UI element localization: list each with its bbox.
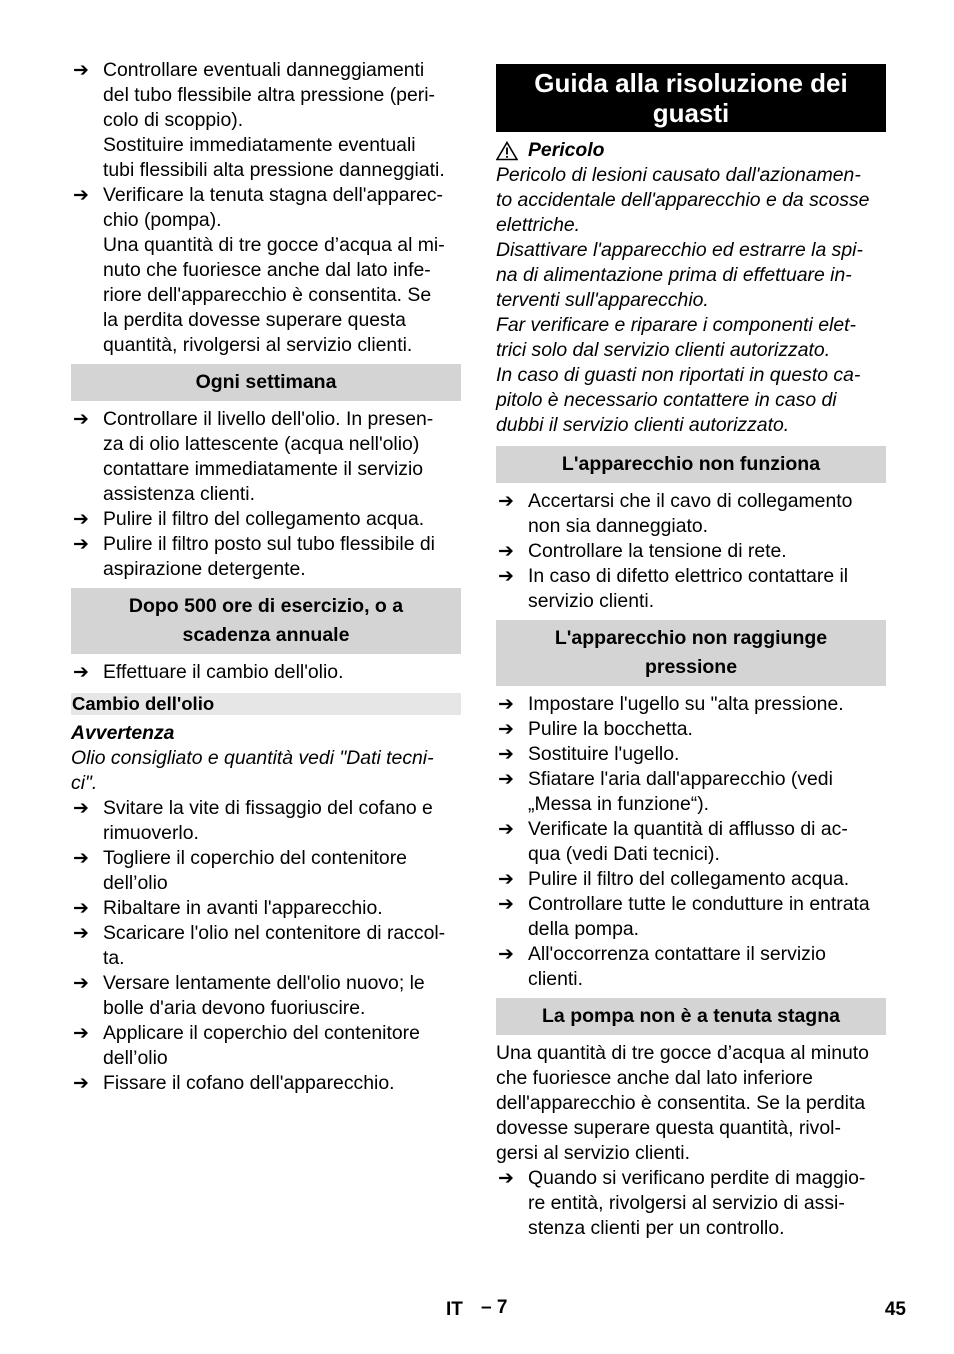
list-item (71, 971, 461, 1021)
list-item (496, 767, 886, 817)
heading-line: Dopo 500 ore di esercizio, o a (128, 595, 404, 617)
section-heading-no-pressure (496, 620, 886, 686)
arrow-right-icon: ➔ (498, 719, 514, 740)
arrow-right-icon: ➔ (498, 491, 514, 512)
text-line: dovesse superare questa quantità, rivol- (496, 1117, 841, 1139)
arrow-right-icon: ➔ (498, 769, 514, 790)
text-line: Pulire il filtro del collegamento acqua. (528, 868, 850, 890)
text-line: Sostituire l'ugello. (528, 743, 680, 765)
page-title (496, 64, 886, 132)
arrow-right-icon: ➔ (498, 869, 514, 890)
text-line: stenza clienti per un controllo. (528, 1217, 785, 1239)
list-item (496, 692, 886, 717)
list-item (496, 942, 886, 992)
arrow-right-icon: ➔ (73, 662, 89, 683)
text-line: Effettuare il cambio dell'olio. (103, 661, 344, 683)
heading-line: scadenza annuale (182, 624, 350, 646)
text-line: bolle d'aria devono fuoriuscire. (103, 997, 366, 1019)
section-heading-annual (71, 588, 461, 654)
leak-text (496, 1041, 886, 1166)
text-line: Svitare la vite di fissaggio del cofano e (103, 797, 433, 819)
arrow-right-icon: ➔ (73, 923, 89, 944)
text-line: terventi sull'apparecchio. (496, 289, 709, 311)
text-line: Pulire la bocchetta. (528, 718, 693, 740)
text-line: Controllare eventuali danneggiamenti (103, 59, 425, 81)
text-line: quantità, rivolgersi al servizio clienti. (103, 334, 413, 356)
list-item (496, 867, 886, 892)
text-line: Una quantità di tre gocce d’acqua al minuto (496, 1042, 869, 1064)
warning-triangle-icon (496, 141, 518, 161)
list-item (496, 489, 886, 539)
text-line: contattare immediatamente il servizio (103, 458, 424, 480)
text-line: rimuoverlo. (103, 822, 199, 844)
text-line: Pulire il filtro posto sul tubo flessibile di (103, 533, 435, 555)
text-line: All'occorrenza contattare il servizio (528, 943, 826, 965)
list-item (496, 817, 886, 867)
text-line: re entità, rivolgersi al servizio di assi- (528, 1192, 845, 1214)
text-line: Accertarsi che il cavo di collegamento (528, 490, 853, 512)
danger-text (496, 163, 886, 438)
text-line: Versare lentamente dell'olio nuovo; le (103, 972, 425, 994)
text-line: trici solo dal servizio clienti autorizzato. (496, 339, 831, 361)
arrow-right-icon: ➔ (73, 409, 89, 430)
text-line: del tubo flessibile altra pressione (peri- (103, 84, 435, 106)
arrow-right-icon: ➔ (498, 694, 514, 715)
notice-text (71, 746, 461, 796)
text-line: Verificare la tenuta stagna dell'apparec- (103, 184, 444, 206)
text-line: chio (pompa). (103, 209, 222, 231)
danger-label: Pericolo (528, 139, 605, 161)
text-line: servizio clienti. (528, 590, 655, 612)
arrow-right-icon: ➔ (73, 848, 89, 869)
list-item (71, 1071, 461, 1096)
title-line: Guida alla risoluzione dei (534, 68, 848, 98)
arrow-right-icon: ➔ (73, 185, 89, 206)
text-line: Ribaltare in avanti l'apparecchio. (103, 897, 383, 919)
arrow-right-icon: ➔ (498, 541, 514, 562)
arrow-right-icon: ➔ (73, 1073, 89, 1094)
arrow-right-icon: ➔ (73, 60, 89, 81)
text-line: In caso di difetto elettrico contattare il (528, 565, 849, 587)
text-line: Scaricare l'olio nel contenitore di raccol- (103, 922, 446, 944)
arrow-right-icon: ➔ (498, 894, 514, 915)
text-line: Fissare il cofano dell'apparecchio. (103, 1072, 395, 1094)
text-line: nuto che fuoriesce anche dal lato infe- (103, 259, 431, 281)
arrow-right-icon: ➔ (498, 819, 514, 840)
subheading-oil-change: Cambio dell'olio (71, 693, 461, 715)
text-line: tubi flessibili alta pressione danneggiati. (103, 159, 445, 181)
text-line: aspirazione detergente. (103, 558, 306, 580)
arrow-right-icon: ➔ (498, 744, 514, 765)
text-line: Verificate la quantità di afflusso di ac- (528, 818, 848, 840)
text-line: dell’olio (103, 872, 168, 894)
text-line: Quando si verificano perdite di maggio- (528, 1167, 866, 1189)
text-line: dell'apparecchio è consentita. Se la perdita (496, 1092, 866, 1114)
heading-line: pressione (644, 656, 738, 678)
text-line: Applicare il coperchio del contenitore (103, 1022, 420, 1044)
text-line: che fuoriesce anche dal lato inferiore (496, 1067, 813, 1089)
arrow-right-icon: ➔ (498, 1168, 514, 1189)
text-line: Sfiatare l'aria dall'apparecchio (vedi (528, 768, 833, 790)
section-heading-weekly: Ogni settimana (71, 364, 461, 401)
arrow-right-icon: ➔ (73, 534, 89, 555)
list-item (71, 532, 461, 582)
text-line: na di alimentazione prima di effettuare in- (496, 264, 852, 286)
arrow-right-icon: ➔ (498, 566, 514, 587)
arrow-right-icon: ➔ (73, 973, 89, 994)
text-line: Controllare tutte le condutture in entrata (528, 893, 870, 915)
text-line: Impostare l'ugello su "alta pressione. (528, 693, 844, 715)
text-line: za di olio lattescente (acqua nell'olio) (103, 433, 420, 455)
text-line: pitolo è necessario contattere in caso di (496, 389, 837, 411)
text-line: Controllare il livello dell'olio. In presen- (103, 408, 434, 430)
list-item (496, 892, 886, 942)
section-heading-leak: La pompa non è a tenuta stagna (496, 998, 886, 1035)
text-line: ta. (103, 947, 125, 969)
text-line: Una quantità di tre gocce d’acqua al mi- (103, 234, 445, 256)
text-line: gersi al servizio clienti. (496, 1142, 690, 1164)
text-line: qua (vedi Dati tecnici). (528, 843, 720, 865)
arrow-right-icon: ➔ (73, 509, 89, 530)
text-line: Olio consigliato e quantità vedi "Dati tecni- (71, 747, 434, 769)
title-line: guasti (652, 98, 730, 128)
arrow-right-icon: ➔ (498, 944, 514, 965)
list-item (496, 564, 886, 614)
arrow-right-icon: ➔ (73, 898, 89, 919)
list-item (71, 507, 461, 532)
text-line: Pulire il filtro del collegamento acqua. (103, 508, 425, 530)
list-item (71, 58, 461, 133)
list-item-continuation (71, 233, 461, 358)
text-line: dubbi il servizio clienti autorizzato. (496, 414, 790, 436)
arrow-right-icon: ➔ (73, 1023, 89, 1044)
text-line: Sostituire immediatamente eventuali (103, 134, 416, 156)
list-item (71, 407, 461, 507)
list-item-continuation (71, 133, 461, 183)
text-line: to accidentale dell'apparecchio e da scosse (496, 189, 870, 211)
text-line: assistenza clienti. (103, 483, 255, 505)
text-line: dell’olio (103, 1047, 168, 1069)
text-line: non sia danneggiato. (528, 515, 709, 537)
text-line: riore dell'apparecchio è consentita. Se (103, 284, 432, 306)
text-line: colo di scoppio). (103, 109, 244, 131)
list-item (71, 796, 461, 846)
list-item (496, 1166, 886, 1241)
list-item (71, 1021, 461, 1071)
danger-label-row (496, 138, 886, 163)
text-line: ci". (71, 772, 98, 794)
text-line: la perdita dovesse superare questa (103, 309, 406, 331)
text-line: Pericolo di lesioni causato dall'azionamen- (496, 164, 861, 186)
page-number: 45 (884, 1299, 906, 1320)
list-item (496, 742, 886, 767)
right-column (496, 64, 886, 1241)
list-item (71, 846, 461, 896)
list-item (71, 921, 461, 971)
list-item (71, 660, 461, 685)
section-heading-not-working: L'apparecchio non funziona (496, 446, 886, 483)
text-line: elettriche. (496, 214, 581, 236)
text-line: Togliere il coperchio del contenitore (103, 847, 407, 869)
list-item (71, 183, 461, 233)
list-item (496, 539, 886, 564)
text-line: Disattivare l'apparecchio ed estrarre la spi- (496, 239, 863, 261)
heading-line: L'apparecchio non raggiunge (554, 627, 828, 649)
footer-section-page: – 7 (481, 1297, 508, 1318)
text-line: Controllare la tensione di rete. (528, 540, 787, 562)
left-column (71, 58, 461, 1096)
arrow-right-icon: ➔ (73, 798, 89, 819)
footer-language: IT (446, 1299, 463, 1320)
text-line: Far verificare e riparare i componenti elet- (496, 314, 856, 336)
text-line: In caso di guasti non riportati in questo ca- (496, 364, 861, 386)
list-item (496, 717, 886, 742)
text-line: della pompa. (528, 918, 640, 940)
text-line: clienti. (528, 968, 583, 990)
notice-label: Avvertenza (71, 722, 175, 744)
text-line: „Messa in funzione“). (528, 793, 710, 815)
list-item (71, 896, 461, 921)
